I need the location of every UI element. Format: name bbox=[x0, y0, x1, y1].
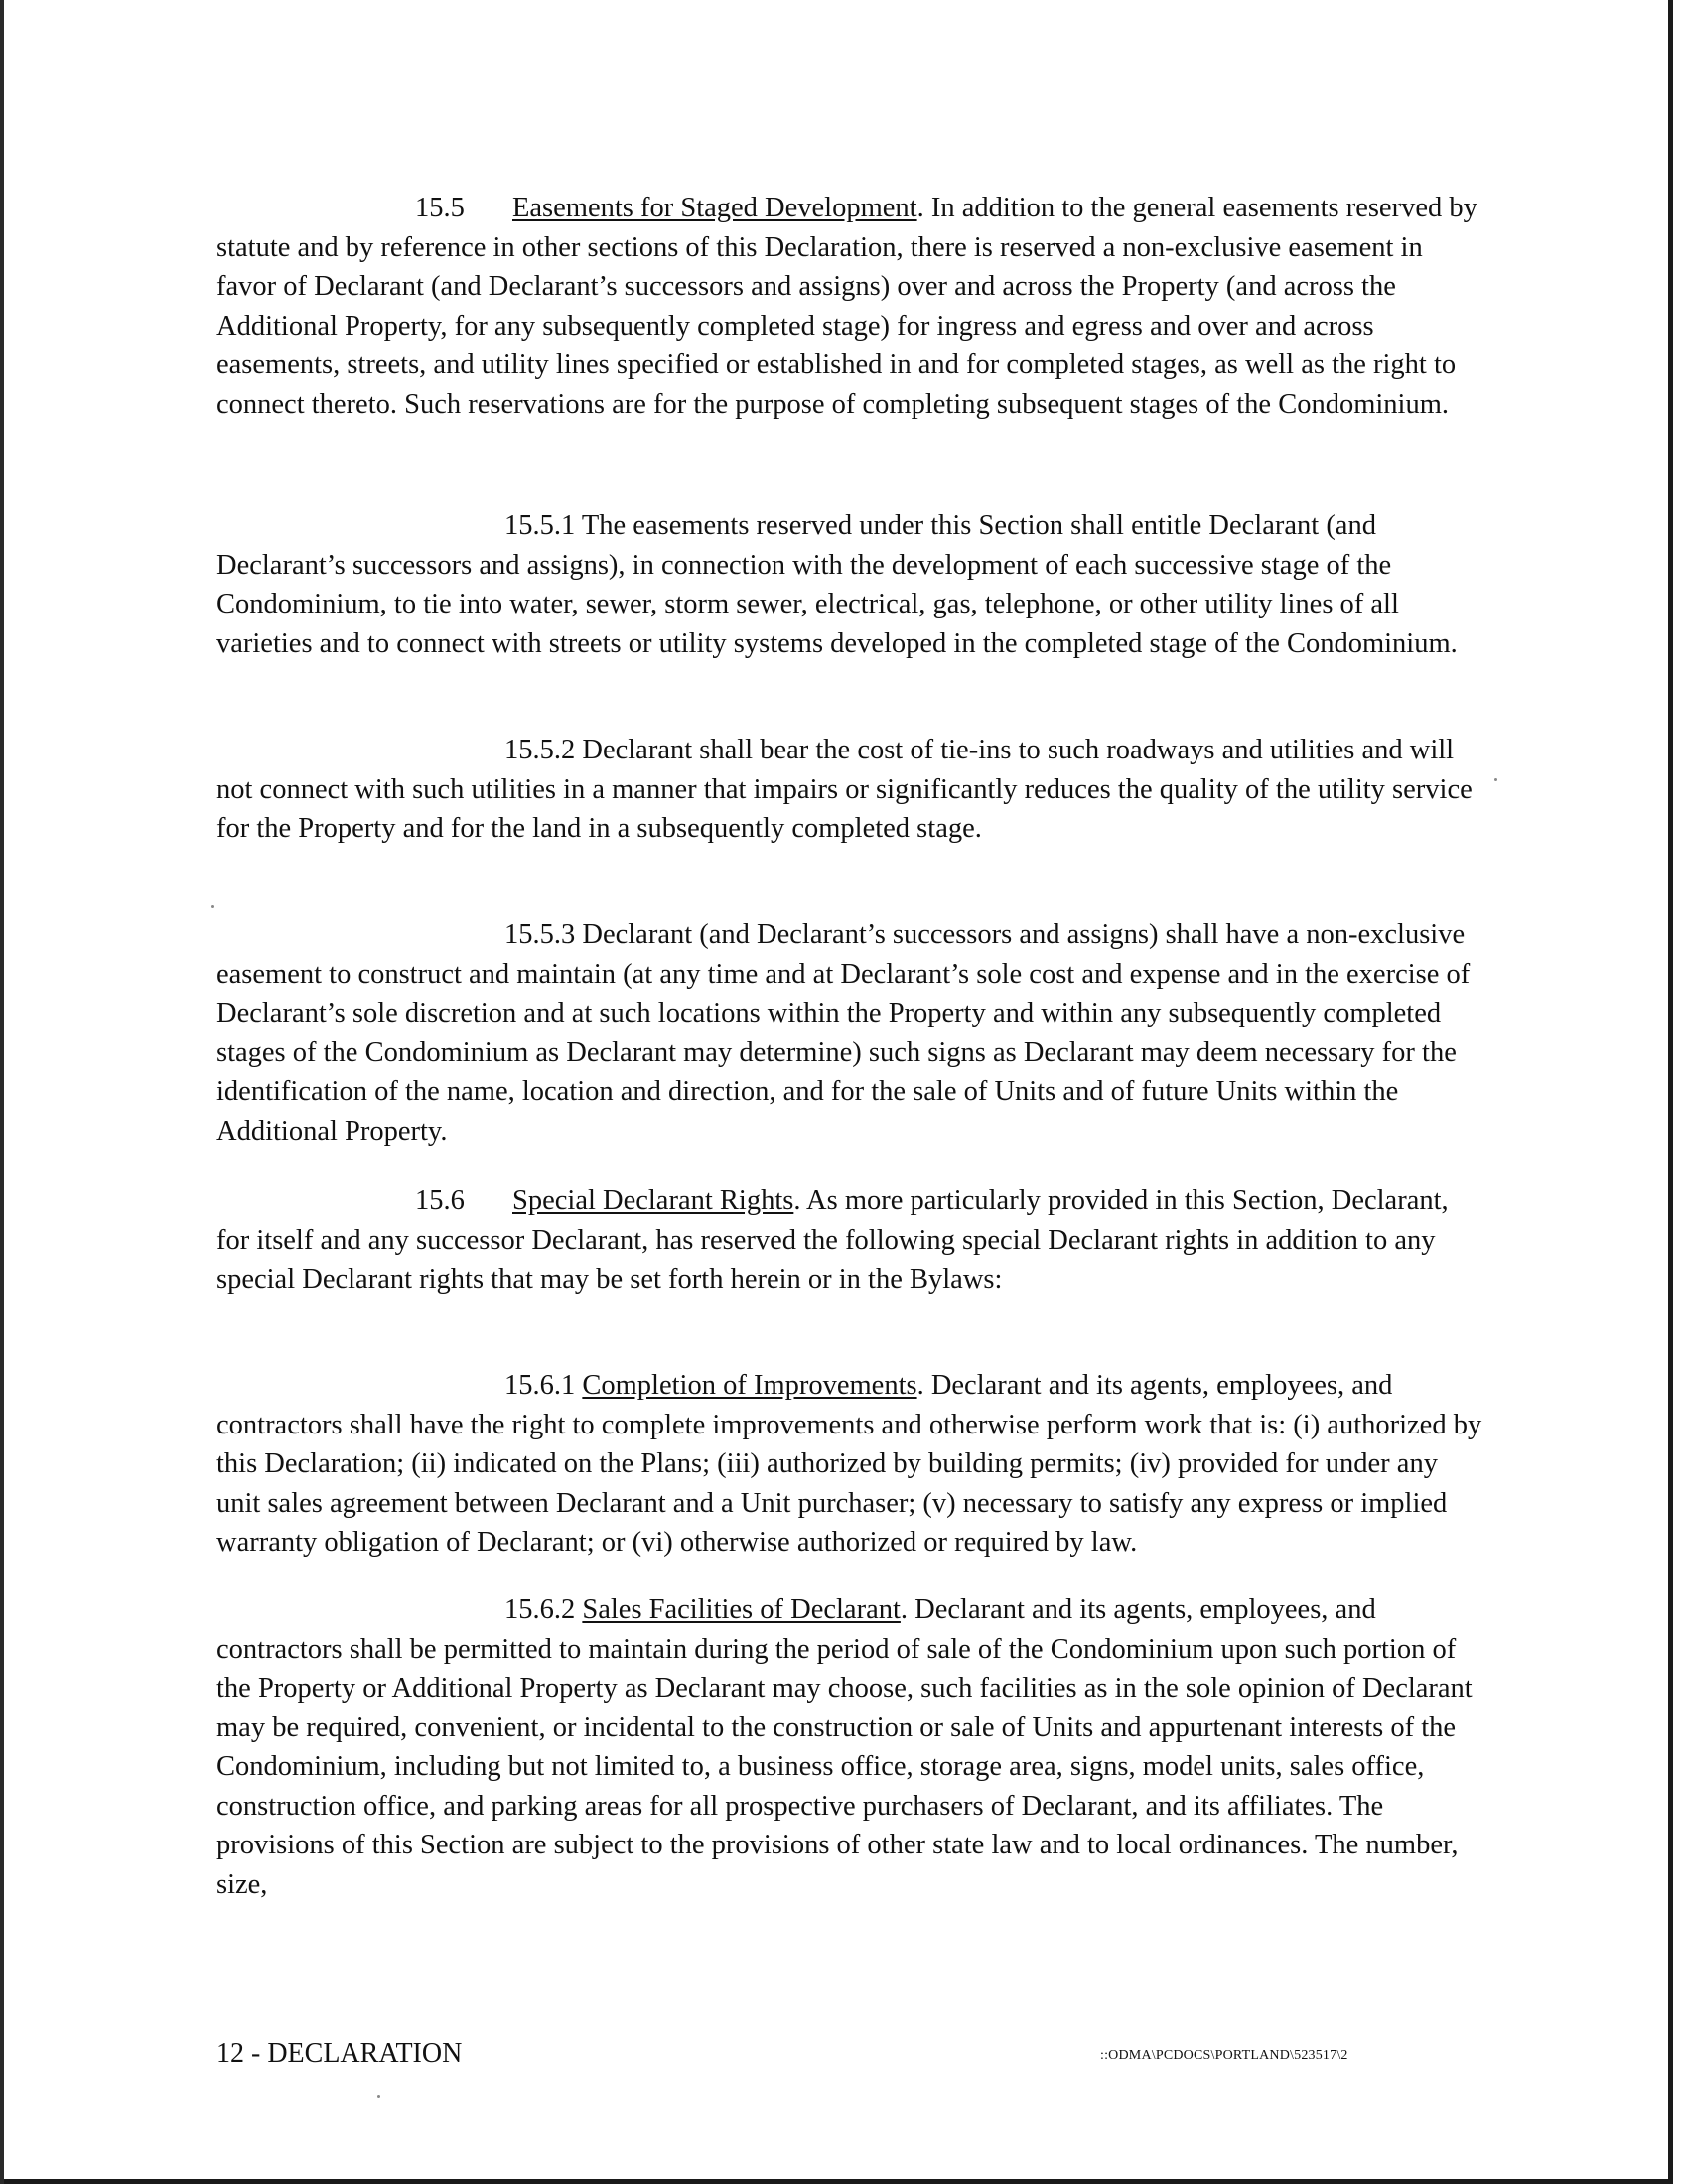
section-text: utilities and will not connect with such utilities in a manner that impairs or significantly reduces the quality of the utility service for the Property and for the land in a subsequently completed stage. bbox=[216, 735, 1473, 844]
section-text: Declarant, for itself and any successor Declarant, has reserved the following special Declarant rights in addition to any special Declarant rights that may be set forth herein or in the Bylaws: bbox=[216, 1185, 1449, 1295]
section-text-first: . Declarant and its agents, employees, bbox=[900, 1594, 1329, 1625]
section-15-5-3 bbox=[216, 915, 1482, 1151]
section-heading: Special Declarant Rights bbox=[512, 1185, 794, 1216]
section-number: 15.5.3 bbox=[504, 919, 576, 950]
scan-speck bbox=[211, 905, 214, 908]
section-text: employees, and contractors shall have the right to complete improvements and otherwise perform work that is: (i) authorized by this Declaration; (ii) indicated on the Plans; (iii) authorized by building permits; (iv) provided for under any unit sales agreement between Declarant and a Unit purchaser; (v) necessary to satisfy any express or implied warranty obligation of Declarant; or (vi) otherwise authorized or required by law. bbox=[216, 1370, 1482, 1558]
section-number: 15.5.2 bbox=[504, 735, 576, 765]
section-text-first: The easements reserved under this Section shall entitle Declarant bbox=[581, 510, 1320, 541]
section-number: 15.6.2 bbox=[504, 1594, 576, 1625]
section-number: 15.5 bbox=[415, 193, 465, 223]
section-15-5-2 bbox=[216, 731, 1482, 849]
section-15-6-1 bbox=[216, 1366, 1482, 1563]
section-text-first: . Declarant and its agents, bbox=[916, 1370, 1209, 1401]
section-number: 15.6 bbox=[415, 1185, 465, 1216]
section-heading: Completion of Improvements bbox=[582, 1370, 917, 1401]
document-path: ::ODMA\PCDOCS\PORTLAND\523517\2 bbox=[1100, 2048, 1348, 2063]
scan-edge bbox=[0, 0, 4, 2184]
scan-speck bbox=[1494, 778, 1497, 781]
section-text: reserved by statute and by reference in other sections of this Declaration, there is reserved a non-exclusive easement in favor of Declarant (and Declarant’s successors and assigns) over and across the Property (and across the Additional Property, for any subsequently completed stage) for ingress and egress and over and across easements, streets, and utility lines specified or established in and for completed stages, as well as the right to connect thereto. Such reservations are for the purpose of completing subsequent stages of the Condominium. bbox=[216, 193, 1477, 420]
section-15-6 bbox=[216, 1181, 1482, 1299]
page-footer-label: 12 - DECLARATION bbox=[216, 2038, 463, 2069]
section-text: non-exclusive easement to construct and maintain (at any time and at Declarant’s sole cost and expense and in the exercise of Declarant’s sole discretion and at such locations within the Property and within any subsequently completed stages of the Condominium as Declarant may determine) such signs as Declarant may deem necessary for the identification of the name, location and direction, and for the sale of Units and of future Units within the Additional Property. bbox=[216, 919, 1471, 1147]
section-number: 15.6.1 bbox=[504, 1370, 576, 1401]
section-text-first: . In addition to the general easements bbox=[916, 193, 1339, 223]
section-text-first: Declarant (and Declarant’s successors and assigns) shall have a bbox=[582, 919, 1300, 950]
scan-speck bbox=[377, 2095, 380, 2098]
section-text-first: Declarant shall bear the cost of tie-ins to such roadways and bbox=[582, 735, 1263, 765]
section-15-5-1 bbox=[216, 506, 1482, 663]
section-text: (and Declarant’s successors and assigns), in connection with the development of each successive stage of the Condominium, to tie into water, sewer, storm sewer, electrical, gas, telephone, or other utility lines of all varieties and to connect with streets or utility systems developed in the completed stage of the Condominium. bbox=[216, 510, 1458, 659]
section-15-5 bbox=[216, 189, 1482, 424]
section-15-6-2 bbox=[216, 1590, 1482, 1904]
section-heading: Sales Facilities of Declarant bbox=[582, 1594, 901, 1625]
section-text-first: . As more particularly provided in this Section, bbox=[793, 1185, 1325, 1216]
section-heading: Easements for Staged Development bbox=[512, 193, 917, 223]
section-text: and contractors shall be permitted to maintain during the period of sale of the Condominium upon such portion of the Property or Additional Property as Declarant may choose, such facilities as in the sole opinion of Declarant may be required, convenient, or incidental to the construction or sale of Units and appurtenant interests of the Condominium, including but not limited to, a business office, storage area, signs, model units, sales office, construction office, and parking areas for all prospective purchasers of Declarant, and its affiliates. The provisions of this Section are subject to the provisions of other state law and to local ordinances. The number, size, bbox=[216, 1594, 1473, 1900]
section-number: 15.5.1 bbox=[504, 510, 576, 541]
